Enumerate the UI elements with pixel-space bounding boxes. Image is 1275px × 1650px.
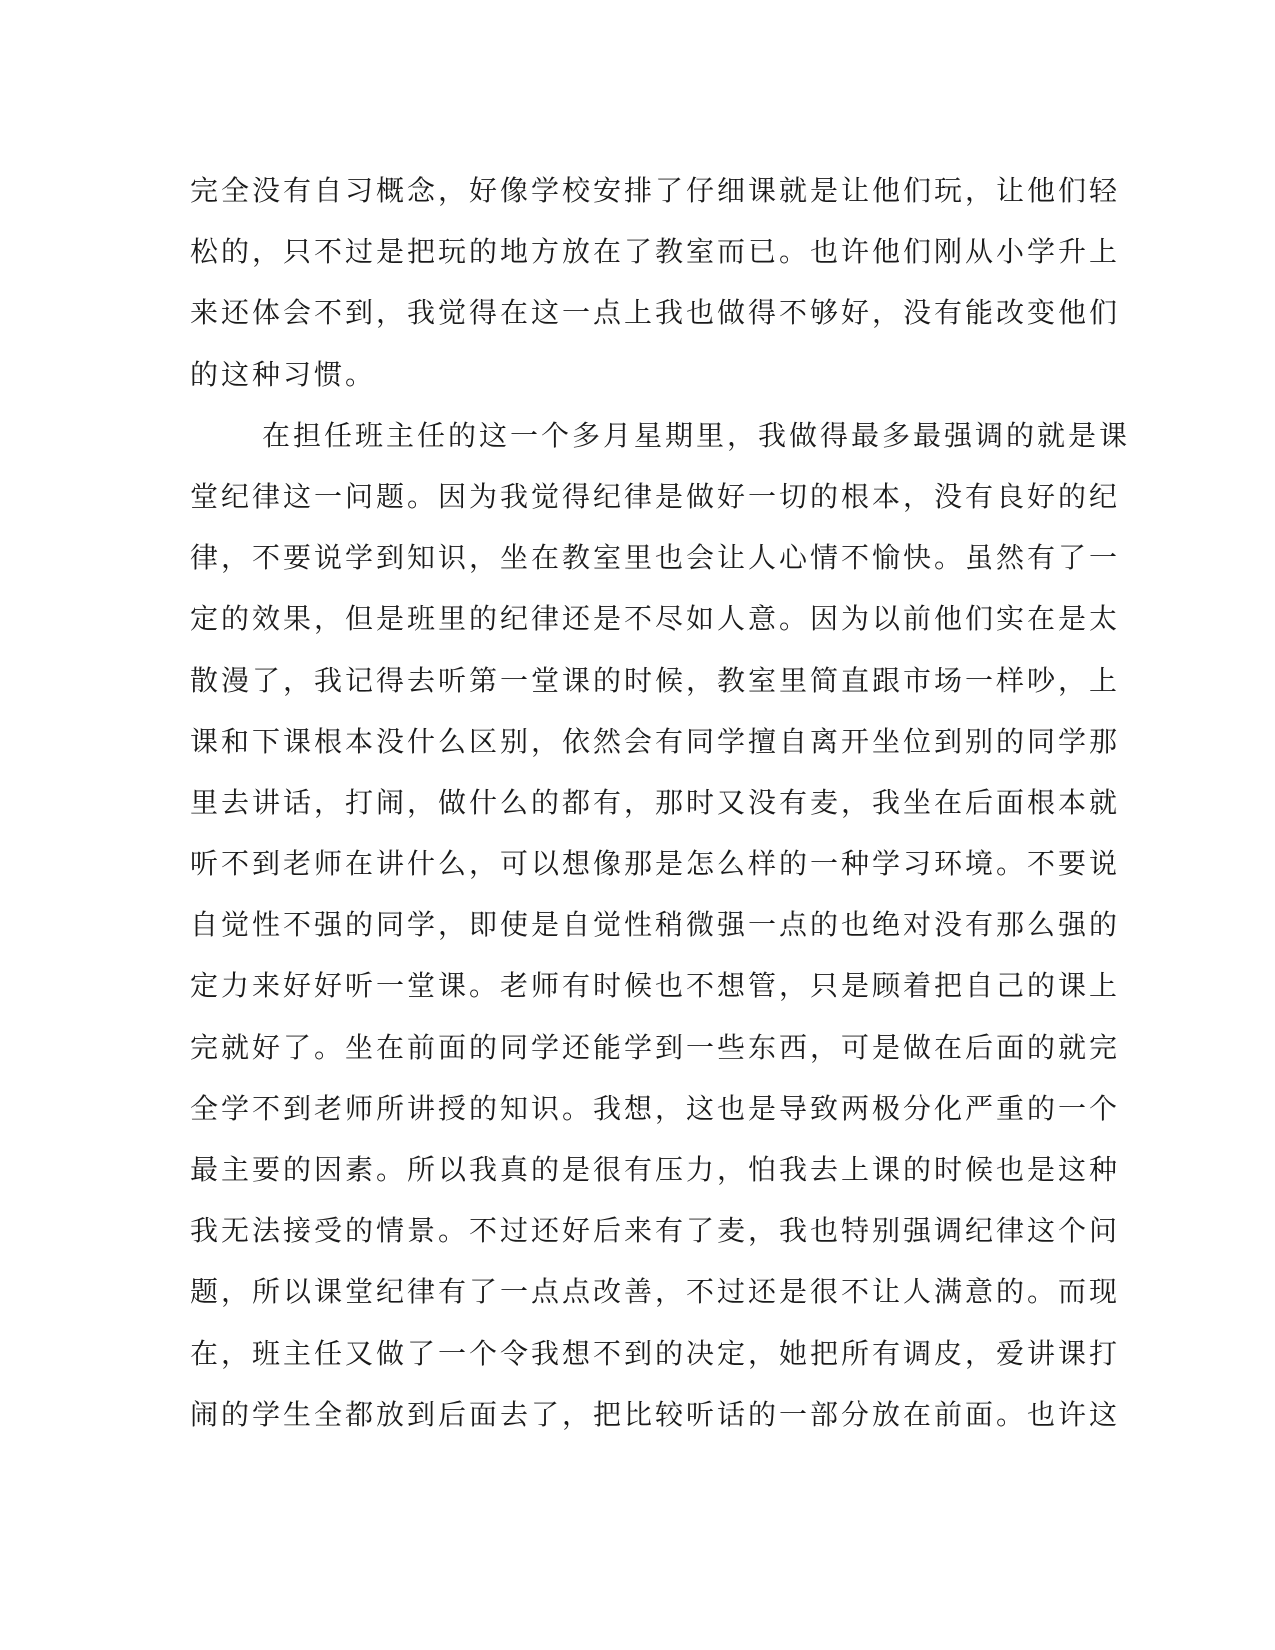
- text-line: 最主要的因素。所以我真的是很有压力，怕我去上课的时候也是这种: [190, 1153, 1121, 1186]
- text-line: 闹的学生全都放到后面去了，把比较听话的一部分放在前面。也许这: [190, 1397, 1121, 1431]
- text-line: 听不到老师在讲什么，可以想像那是怎么样的一种学习环境。不要说: [190, 847, 1121, 881]
- text-line: 题，所以课堂纪律有了一点点改善，不过还是很不让人满意的。而现: [190, 1275, 1121, 1309]
- text-line: 在，班主任又做了一个令我想不到的决定，她把所有调皮，爱讲课打: [190, 1336, 1121, 1370]
- text-line: 定力来好好听一堂课。老师有时候也不想管，只是顾着把自己的课上: [190, 969, 1121, 1003]
- text-line: 我无法接受的情景。不过还好后来有了麦，我也特别强调纪律这个问: [190, 1214, 1121, 1248]
- text-line: 定的效果，但是班里的纪律还是不尽如人意。因为以前他们实在是太: [190, 602, 1121, 636]
- text-line: 散漫了，我记得去听第一堂课的时候，教室里简直跟市场一样吵，上: [190, 663, 1121, 697]
- body-text: [190, 160, 1131, 1445]
- paragraph-first-line: 在担任班主任的这一个多月星期里，我做得最多最强调的就是课: [262, 418, 1131, 452]
- text-line: 全学不到老师所讲授的知识。我想，这也是导致两极分化严重的一个: [190, 1091, 1121, 1125]
- text-line: 的这种习惯。: [190, 357, 377, 391]
- text-line: 完全没有自习概念，好像学校安排了仔细课就是让他们玩，让他们轻: [190, 174, 1121, 207]
- text-line: 律，不要说学到知识，坐在教室里也会让人心情不愉快。虽然有了一: [190, 541, 1121, 575]
- text-line: 松的，只不过是把玩的地方放在了教室而已。也许他们刚从小学升上: [190, 235, 1121, 269]
- text-line: 完就好了。坐在前面的同学还能学到一些东西，可是做在后面的就完: [190, 1030, 1121, 1064]
- text-line: 自觉性不强的同学，即使是自觉性稍微强一点的也绝对没有那么强的: [190, 908, 1121, 942]
- text-line: 堂纪律这一问题。因为我觉得纪律是做好一切的根本，没有良好的纪: [190, 479, 1121, 513]
- text-line: 课和下课根本没什么区别，依然会有同学擅自离开坐位到别的同学那: [190, 724, 1121, 758]
- text-line: 里去讲话，打闹，做什么的都有，那时又没有麦，我坐在后面根本就: [190, 785, 1121, 819]
- text-line: 来还体会不到，我觉得在这一点上我也做得不够好，没有能改变他们: [190, 296, 1121, 330]
